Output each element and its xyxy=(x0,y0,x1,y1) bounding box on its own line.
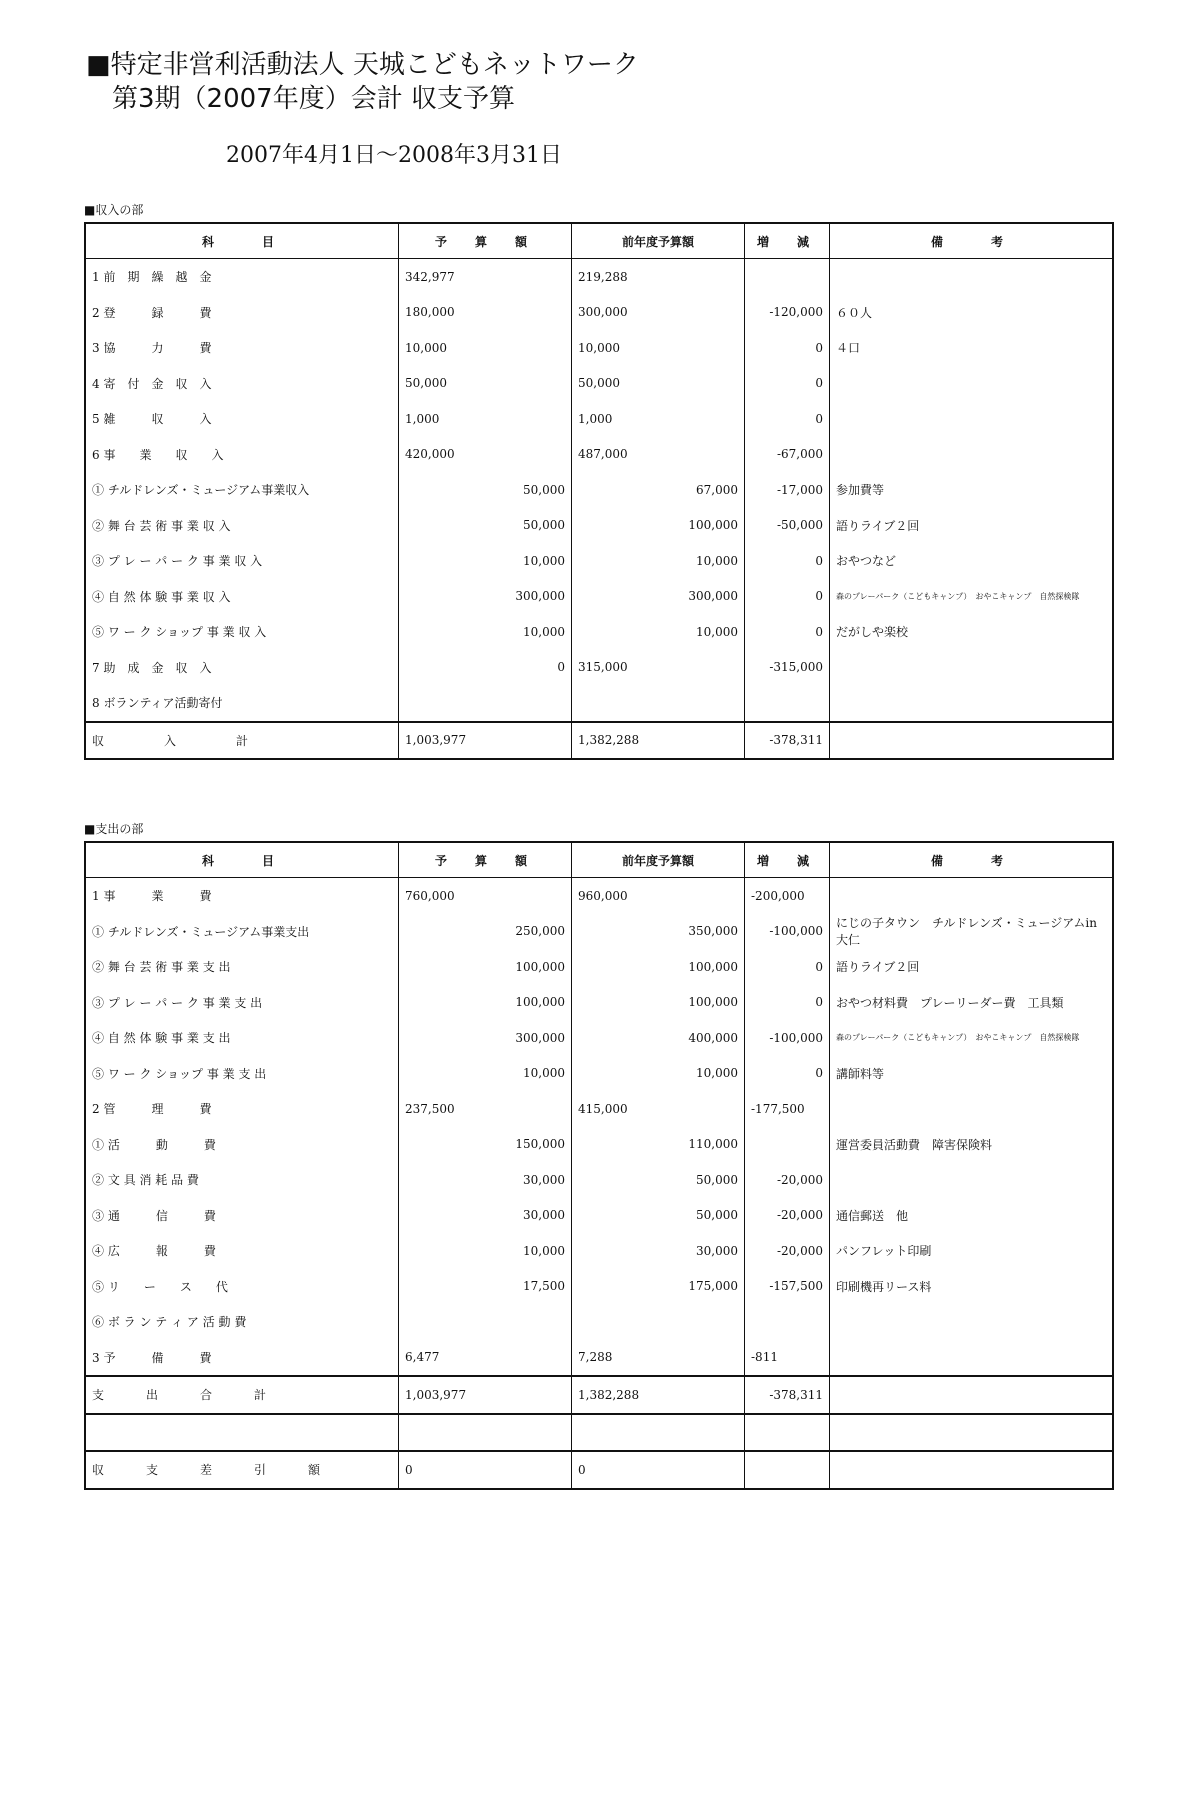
row-note: パンフレット印刷 xyxy=(830,1233,1114,1269)
row-diff xyxy=(745,685,830,722)
row-note: 森のプレーパーク（こどもキャンプ） おやこキャンプ 自然探検隊 xyxy=(830,1020,1114,1056)
row-budget: 10,000 xyxy=(399,1233,572,1269)
row-diff: -20,000 xyxy=(745,1198,830,1234)
row-item: ④ 広 報 費 xyxy=(85,1233,399,1269)
total-row-budget: 1,003,977 xyxy=(399,1376,572,1414)
row-diff: 0 xyxy=(745,614,830,650)
row-diff: -200,000 xyxy=(745,878,830,914)
row-note: おやつなど xyxy=(830,543,1114,579)
row-diff: -100,000 xyxy=(745,1020,830,1056)
row-note: ６０人 xyxy=(830,295,1114,331)
row-item: ① チルドレンズ・ミュージアム事業収入 xyxy=(85,472,399,508)
row-item: ⑤ ワ ー ク ショップ 事 業 支 出 xyxy=(85,1056,399,1092)
row-diff xyxy=(745,259,830,295)
row-note xyxy=(830,366,1114,402)
table-row xyxy=(85,401,1113,437)
row-note: にじの子タウン チルドレンズ・ミュージアムin大仁 xyxy=(830,914,1114,950)
row-prev: 10,000 xyxy=(572,614,745,650)
row-note: おやつ材料費 プレーリーダー費 工具類 xyxy=(830,985,1114,1021)
total-row xyxy=(85,722,1113,760)
spacer-row-note xyxy=(830,1414,1114,1452)
row-budget: 342,977 xyxy=(399,259,572,295)
row-item: ② 文 具 消 耗 品 費 xyxy=(85,1162,399,1198)
row-diff: 0 xyxy=(745,949,830,985)
table-row xyxy=(85,259,1113,295)
row-diff: -120,000 xyxy=(745,295,830,331)
row-note: 語りライブ２回 xyxy=(830,508,1114,544)
spacer-row-prev xyxy=(572,1414,745,1452)
row-item: 1 事 業 費 xyxy=(85,878,399,914)
row-item: ③ プ レ ー パ ー ク 事 業 支 出 xyxy=(85,985,399,1021)
income-table xyxy=(84,222,1114,760)
table-row xyxy=(85,1091,1113,1127)
row-budget: 10,000 xyxy=(399,543,572,579)
row-diff: -157,500 xyxy=(745,1269,830,1305)
table-row xyxy=(85,1162,1113,1198)
total-row-prev: 1,382,288 xyxy=(572,722,745,760)
row-budget: 1,000 xyxy=(399,401,572,437)
expense-table xyxy=(84,841,1114,1490)
row-prev: 30,000 xyxy=(572,1233,745,1269)
row-item: ⑤ ワ ー ク ショップ 事 業 収 入 xyxy=(85,614,399,650)
row-prev: 50,000 xyxy=(572,1198,745,1234)
row-diff: -67,000 xyxy=(745,437,830,473)
row-budget: 0 xyxy=(399,650,572,686)
row-diff: 0 xyxy=(745,1056,830,1092)
total-row xyxy=(85,1376,1113,1414)
row-item: 3 協 力 費 xyxy=(85,330,399,366)
row-prev: 300,000 xyxy=(572,579,745,615)
table-row xyxy=(85,985,1113,1021)
row-diff: 0 xyxy=(745,366,830,402)
row-diff: -20,000 xyxy=(745,1233,830,1269)
row-note: 運営委員活動費 障害保険料 xyxy=(830,1127,1114,1163)
row-diff: -177,500 xyxy=(745,1091,830,1127)
row-budget: 50,000 xyxy=(399,508,572,544)
table-row xyxy=(85,508,1113,544)
row-item: 5 雑 収 入 xyxy=(85,401,399,437)
row-note: 印刷機再リース料 xyxy=(830,1269,1114,1305)
row-item: ① 活 動 費 xyxy=(85,1127,399,1163)
organization-title: ■特定非営利活動法人 天城こどもネットワーク xyxy=(86,50,639,80)
row-budget xyxy=(399,1304,572,1340)
row-note: 参加費等 xyxy=(830,472,1114,508)
row-item: 4 寄 付 金 収 入 xyxy=(85,366,399,402)
table-row xyxy=(85,1198,1113,1234)
spacer-row-item xyxy=(85,1414,399,1452)
spacer-row-diff xyxy=(745,1414,830,1452)
row-note: 講師料等 xyxy=(830,1056,1114,1092)
table-row xyxy=(85,295,1113,331)
row-prev: 1,000 xyxy=(572,401,745,437)
row-note xyxy=(830,437,1114,473)
total-row-diff: -378,311 xyxy=(745,722,830,760)
table-row xyxy=(85,685,1113,722)
row-note xyxy=(830,1162,1114,1198)
row-prev: 175,000 xyxy=(572,1269,745,1305)
row-budget: 100,000 xyxy=(399,985,572,1021)
row-diff: -50,000 xyxy=(745,508,830,544)
table-row xyxy=(85,614,1113,650)
spacer-row xyxy=(85,1414,1113,1452)
total-row-note xyxy=(830,1376,1114,1414)
row-item: ④ 自 然 体 験 事 業 支 出 xyxy=(85,1020,399,1056)
fiscal-period: 2007年4月1日～2008年3月31日 xyxy=(226,143,562,168)
row-prev: 960,000 xyxy=(572,878,745,914)
expense-section-label: ■支出の部 xyxy=(84,822,144,836)
row-budget: 300,000 xyxy=(399,1020,572,1056)
row-budget: 10,000 xyxy=(399,1056,572,1092)
row-prev: 100,000 xyxy=(572,949,745,985)
row-prev xyxy=(572,685,745,722)
row-diff: 0 xyxy=(745,579,830,615)
row-item: 2 登 録 費 xyxy=(85,295,399,331)
col-item-header: 科 目 xyxy=(85,842,399,878)
row-diff: -20,000 xyxy=(745,1162,830,1198)
row-item: ③ 通 信 費 xyxy=(85,1198,399,1234)
row-note xyxy=(830,1304,1114,1340)
col-budget-header: 予 算 額 xyxy=(399,842,572,878)
row-diff: 0 xyxy=(745,543,830,579)
table-row xyxy=(85,1020,1113,1056)
row-note: ４口 xyxy=(830,330,1114,366)
total-row-budget: 1,003,977 xyxy=(399,722,572,760)
row-budget: 100,000 xyxy=(399,949,572,985)
table-row xyxy=(85,949,1113,985)
table-row xyxy=(85,437,1113,473)
balance-row xyxy=(85,1451,1113,1489)
row-item: 7 助 成 金 収 入 xyxy=(85,650,399,686)
row-diff xyxy=(745,1127,830,1163)
row-prev: 10,000 xyxy=(572,543,745,579)
row-prev: 10,000 xyxy=(572,330,745,366)
row-item: 2 管 理 費 xyxy=(85,1091,399,1127)
total-row-note xyxy=(830,722,1114,760)
row-budget: 30,000 xyxy=(399,1198,572,1234)
total-row-prev: 1,382,288 xyxy=(572,1376,745,1414)
table-row xyxy=(85,878,1113,914)
row-diff: 0 xyxy=(745,401,830,437)
row-diff: -811 xyxy=(745,1340,830,1377)
col-budget-header: 予 算 額 xyxy=(399,223,572,259)
row-budget: 50,000 xyxy=(399,366,572,402)
table-row xyxy=(85,472,1113,508)
table-row xyxy=(85,1304,1113,1340)
row-prev: 350,000 xyxy=(572,914,745,950)
row-diff: 0 xyxy=(745,330,830,366)
row-budget xyxy=(399,685,572,722)
row-prev: 100,000 xyxy=(572,985,745,1021)
row-note xyxy=(830,1340,1114,1377)
row-note: 通信郵送 他 xyxy=(830,1198,1114,1234)
balance-row-prev: 0 xyxy=(572,1451,745,1489)
row-budget: 150,000 xyxy=(399,1127,572,1163)
row-budget: 10,000 xyxy=(399,330,572,366)
row-item: 8 ボランティア活動寄付 xyxy=(85,685,399,722)
row-item: ② 舞 台 芸 術 事 業 支 出 xyxy=(85,949,399,985)
row-budget: 50,000 xyxy=(399,472,572,508)
spacer-row-budget xyxy=(399,1414,572,1452)
row-budget: 180,000 xyxy=(399,295,572,331)
row-budget: 420,000 xyxy=(399,437,572,473)
row-prev: 110,000 xyxy=(572,1127,745,1163)
row-item: ④ 自 然 体 験 事 業 収 入 xyxy=(85,579,399,615)
row-budget: 17,500 xyxy=(399,1269,572,1305)
row-prev: 300,000 xyxy=(572,295,745,331)
row-item: ⑤ リ ー ス 代 xyxy=(85,1269,399,1305)
total-row-diff: -378,311 xyxy=(745,1376,830,1414)
row-prev: 315,000 xyxy=(572,650,745,686)
row-prev: 415,000 xyxy=(572,1091,745,1127)
expense-header-row xyxy=(85,842,1113,878)
col-prev-header: 前年度予算額 xyxy=(572,842,745,878)
row-item: ① チルドレンズ・ミュージアム事業支出 xyxy=(85,914,399,950)
row-note xyxy=(830,401,1114,437)
table-row xyxy=(85,543,1113,579)
row-budget: 10,000 xyxy=(399,614,572,650)
table-row xyxy=(85,366,1113,402)
row-prev xyxy=(572,1304,745,1340)
total-row-item: 収 入 計 xyxy=(85,722,399,760)
col-note-header: 備 考 xyxy=(830,223,1114,259)
row-budget: 237,500 xyxy=(399,1091,572,1127)
table-row xyxy=(85,1127,1113,1163)
row-budget: 6,477 xyxy=(399,1340,572,1377)
total-row-item: 支 出 合 計 xyxy=(85,1376,399,1414)
row-diff: -315,000 xyxy=(745,650,830,686)
row-diff: -100,000 xyxy=(745,914,830,950)
row-item: ⑥ ボ ラ ン テ ィ ア 活 動 費 xyxy=(85,1304,399,1340)
row-item: 3 予 備 費 xyxy=(85,1340,399,1377)
row-note xyxy=(830,1091,1114,1127)
row-prev: 50,000 xyxy=(572,366,745,402)
row-note xyxy=(830,878,1114,914)
row-prev: 50,000 xyxy=(572,1162,745,1198)
income-section-label: ■収入の部 xyxy=(84,203,144,217)
table-row xyxy=(85,1340,1113,1377)
row-item: 6 事 業 収 入 xyxy=(85,437,399,473)
col-diff-header: 増 減 xyxy=(745,223,830,259)
balance-row-diff xyxy=(745,1451,830,1489)
row-diff xyxy=(745,1304,830,1340)
row-note xyxy=(830,650,1114,686)
table-row xyxy=(85,1233,1113,1269)
row-note: 森のプレーパーク（こどもキャンプ） おやこキャンプ 自然探検隊 xyxy=(830,579,1114,615)
row-prev: 219,288 xyxy=(572,259,745,295)
row-budget: 760,000 xyxy=(399,878,572,914)
row-prev: 487,000 xyxy=(572,437,745,473)
row-prev: 67,000 xyxy=(572,472,745,508)
row-prev: 10,000 xyxy=(572,1056,745,1092)
row-item: ② 舞 台 芸 術 事 業 収 入 xyxy=(85,508,399,544)
row-note: だがしや楽校 xyxy=(830,614,1114,650)
col-diff-header: 増 減 xyxy=(745,842,830,878)
row-prev: 7,288 xyxy=(572,1340,745,1377)
table-row xyxy=(85,650,1113,686)
table-row xyxy=(85,1056,1113,1092)
col-prev-header: 前年度予算額 xyxy=(572,223,745,259)
row-item: ③ プ レ ー パ ー ク 事 業 収 入 xyxy=(85,543,399,579)
row-prev: 400,000 xyxy=(572,1020,745,1056)
table-row xyxy=(85,914,1113,950)
row-budget: 300,000 xyxy=(399,579,572,615)
document-header xyxy=(86,48,639,116)
balance-row-budget: 0 xyxy=(399,1451,572,1489)
table-row xyxy=(85,330,1113,366)
balance-row-item: 収 支 差 引 額 xyxy=(85,1451,399,1489)
row-item: 1 前 期 繰 越 金 xyxy=(85,259,399,295)
table-row xyxy=(85,579,1113,615)
col-item-header: 科 目 xyxy=(85,223,399,259)
col-note-header: 備 考 xyxy=(830,842,1114,878)
row-budget: 30,000 xyxy=(399,1162,572,1198)
row-diff: 0 xyxy=(745,985,830,1021)
budget-title: 第3期（2007年度）会計 収支予算 xyxy=(112,84,515,114)
row-diff: -17,000 xyxy=(745,472,830,508)
row-note: 語りライブ２回 xyxy=(830,949,1114,985)
table-row xyxy=(85,1269,1113,1305)
row-budget: 250,000 xyxy=(399,914,572,950)
row-note xyxy=(830,259,1114,295)
income-header-row xyxy=(85,223,1113,259)
row-note xyxy=(830,685,1114,722)
row-prev: 100,000 xyxy=(572,508,745,544)
balance-row-note xyxy=(830,1451,1114,1489)
